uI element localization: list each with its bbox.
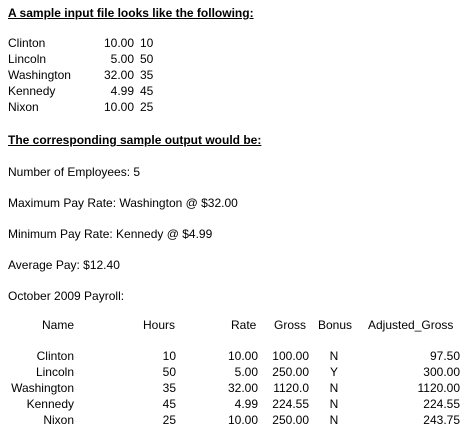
input-rate: 10.00: [103, 100, 134, 114]
header-bonus: Bonus: [318, 318, 353, 332]
input-row: [8, 36, 208, 52]
header-adjusted-gross: Adjusted_Gross: [368, 318, 454, 332]
header-hours: Hours: [143, 318, 176, 332]
cell-rate: 10.00: [227, 349, 258, 363]
cell-name: Clinton: [36, 349, 74, 363]
cell-bonus: N: [329, 413, 339, 427]
payroll-title: October 2009 Payroll:: [8, 289, 125, 303]
cell-bonus: Y: [329, 365, 338, 379]
table-row: [0, 381, 474, 397]
cell-gross: 100.00: [272, 349, 309, 363]
header-rate: Rate: [231, 318, 257, 332]
input-row: [8, 84, 208, 100]
cell-hours: 25: [162, 413, 176, 427]
input-row: [8, 68, 208, 84]
output-heading: The corresponding sample output would be:: [8, 133, 262, 147]
input-hours: 50: [140, 52, 154, 66]
table-row: [0, 397, 474, 413]
input-row: [8, 52, 208, 68]
min-pay-rate: Minimum Pay Rate: Kennedy @ $4.99: [8, 227, 213, 241]
input-name: Washington: [8, 68, 71, 82]
cell-gross: 250.00: [272, 413, 309, 427]
cell-rate: 10.00: [227, 413, 258, 427]
input-row: [8, 100, 208, 116]
header-gross: Gross: [274, 318, 307, 332]
cell-gross: 1120.0: [273, 381, 309, 395]
input-rate: 5.00: [110, 52, 134, 66]
cell-gross: 224.55: [272, 397, 309, 411]
input-name: Clinton: [8, 36, 46, 50]
cell-adjusted-gross: 97.50: [429, 349, 460, 363]
average-pay: Average Pay: $12.40: [8, 258, 120, 272]
cell-bonus: N: [329, 397, 339, 411]
cell-hours: 50: [162, 365, 176, 379]
cell-adjusted-gross: 224.55: [423, 397, 460, 411]
input-heading: A sample input file looks like the following:: [8, 6, 254, 20]
cell-gross: 250.00: [272, 365, 309, 379]
input-hours: 10: [140, 36, 154, 50]
table-header: [0, 318, 474, 334]
cell-name: Washington: [11, 381, 74, 395]
max-pay-rate: Maximum Pay Rate: Washington @ $32.00: [8, 196, 238, 210]
table-row: [0, 413, 474, 429]
input-hours: 45: [140, 84, 154, 98]
cell-hours: 10: [162, 349, 176, 363]
input-rate: 10.00: [103, 36, 134, 50]
input-name: Lincoln: [8, 52, 47, 66]
employee-count: Number of Employees: 5: [8, 165, 141, 179]
input-name: Kennedy: [8, 84, 56, 98]
cell-adjusted-gross: 243.75: [423, 413, 460, 427]
cell-name: Nixon: [43, 413, 74, 427]
cell-rate: 32.00: [227, 381, 258, 395]
cell-adjusted-gross: 1120.00: [417, 381, 460, 395]
table-row: [0, 365, 474, 381]
input-rate: 4.99: [110, 84, 134, 98]
cell-hours: 45: [162, 397, 176, 411]
cell-name: Lincoln: [35, 365, 74, 379]
cell-bonus: N: [329, 381, 339, 395]
input-rate: 32.00: [103, 68, 134, 82]
input-hours: 35: [140, 68, 154, 82]
cell-name: Kennedy: [26, 397, 74, 411]
input-name: Nixon: [8, 100, 39, 114]
cell-rate: 5.00: [234, 365, 258, 379]
input-hours: 25: [140, 100, 154, 114]
cell-bonus: N: [329, 349, 339, 363]
header-name: Name: [42, 318, 75, 332]
cell-adjusted-gross: 300.00: [423, 365, 460, 379]
table-row: [0, 349, 474, 365]
cell-rate: 4.99: [234, 397, 258, 411]
cell-hours: 35: [162, 381, 176, 395]
